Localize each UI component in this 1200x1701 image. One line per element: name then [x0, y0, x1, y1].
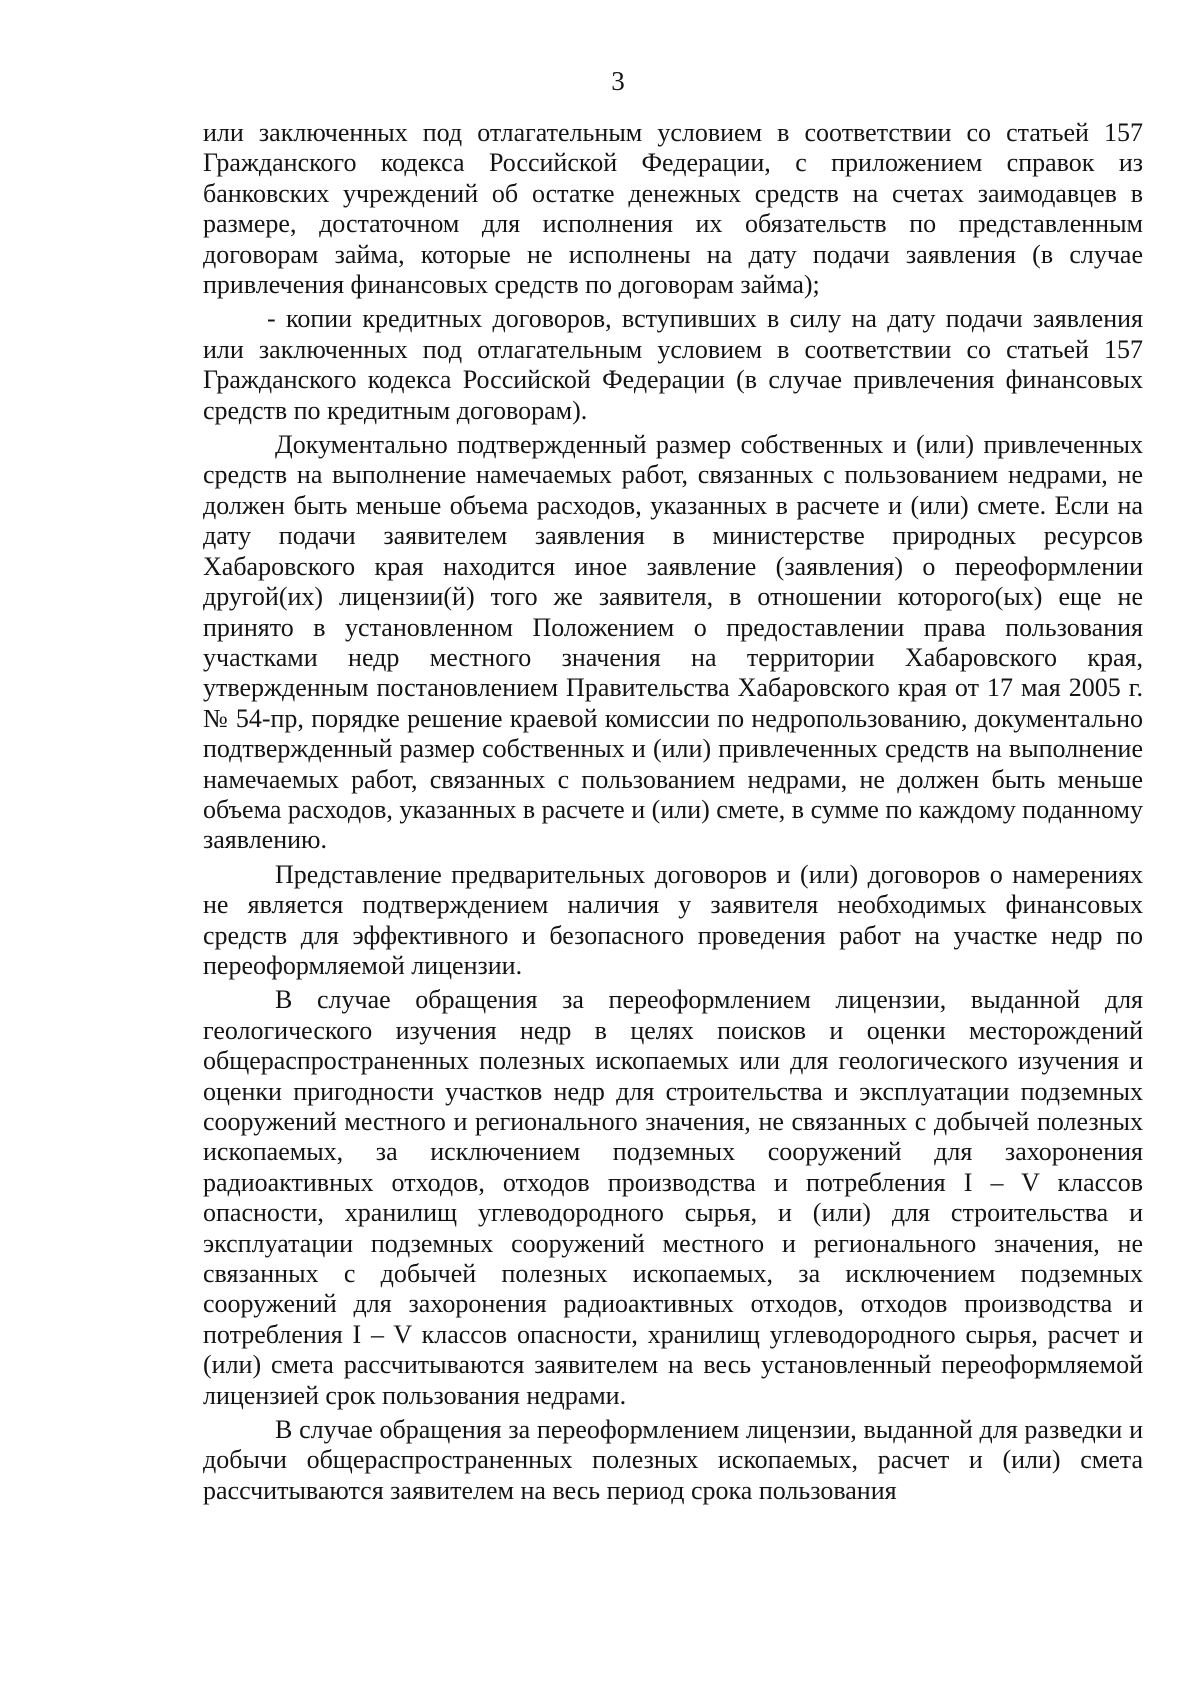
- paragraph-preliminary-agreements: Представление предварительных договоров и (или) договоров о намерениях не является подтверждением наличия у заявителя необходимых финансовых средств для эффективного и безопасного проведения работ на участке недр по переоформляемой лицензии.: [203, 859, 1143, 980]
- paragraph-exploration-license: В случае обращения за переоформлением лицензии, выданной для разведки и добычи общераспространенных полезных ископаемых, расчет и (или) смета рассчитываются заявителем на весь период срока пользования: [203, 1415, 1143, 1505]
- paragraph-documented-funds: Документально подтвержденный размер собственных и (или) привлеченных средств на выполнение намечаемых работ, связанных с пользованием недрами, не должен быть меньше объема расходов, указанных в расчете и (или) смете. Если на дату подачи заявителем заявления в министерстве природных ресурсов Хабаровского края находится иное заявление (заявления) о переоформлении другой(их) лицензии(й) того же заявителя, в отношении которого(ых) еще не принято в установленном Положением о предоставлении права пользования участками недр местного значения на территории Хабаровского края, утвержденным постановлением Правительства Хабаровского края от 17 мая 2005 г. № 54-пр, порядке решение краевой комиссии по недропользованию, документально подтвержденный размер собственных и (или) привлеченных средств на выполнение намечаемых работ, связанных с пользованием недрами, не должен быть меньше объема расходов, указанных в расчете и (или) смете, в сумме по каждому поданному заявлению.: [203, 430, 1143, 855]
- paragraph-continuation: или заключенных под отлагательным условием в соответствии со статьей 157 Гражданского кодекса Российской Федерации, с приложением справок из банковских учреждений об остатке денежных средств на счетах заимодавцев в размере, достаточном для исполнения их обязательств по представленным договорам займа, которые не исполнены на дату подачи заявления (в случае привлечения финансовых средств по договорам займа);: [203, 118, 1143, 300]
- paragraph-geological-study-license: В случае обращения за переоформлением лицензии, выданной для геологического изучения недр в целях поисков и оценки месторождений общераспространенных полезных ископаемых или для геологического изучения и оценки пригодности участков недр для строительства и эксплуатации подземных сооружений местного и регионального значения, не связанных с добычей полезных ископаемых, за исключением подземных сооружений для захоронения радиоактивных отходов, отходов производства и потребления I – V классов опасности, хранилищ углеводородного сырья, и (или) для строительства и эксплуатации подземных сооружений местного и регионального значения, не связанных с добычей полезных ископаемых, за исключением подземных сооружений для захоронения радиоактивных отходов, отходов производства и потребления I – V классов опасности, хранилищ углеводородного сырья, расчет и (или) смета рассчитываются заявителем на весь установленный переоформляемой лицензией срок пользования недрами.: [203, 985, 1143, 1410]
- paragraph-credit-agreements: - копии кредитных договоров, вступивших в силу на дату подачи заявления или заключенных под отлагательным условием в соответствии со статьей 157 Гражданского кодекса Российской Федерации (в случае привлечения финансовых средств по кредитным договорам).: [203, 304, 1143, 425]
- page-number: 3: [611, 66, 625, 96]
- document-body: [203, 118, 1143, 1510]
